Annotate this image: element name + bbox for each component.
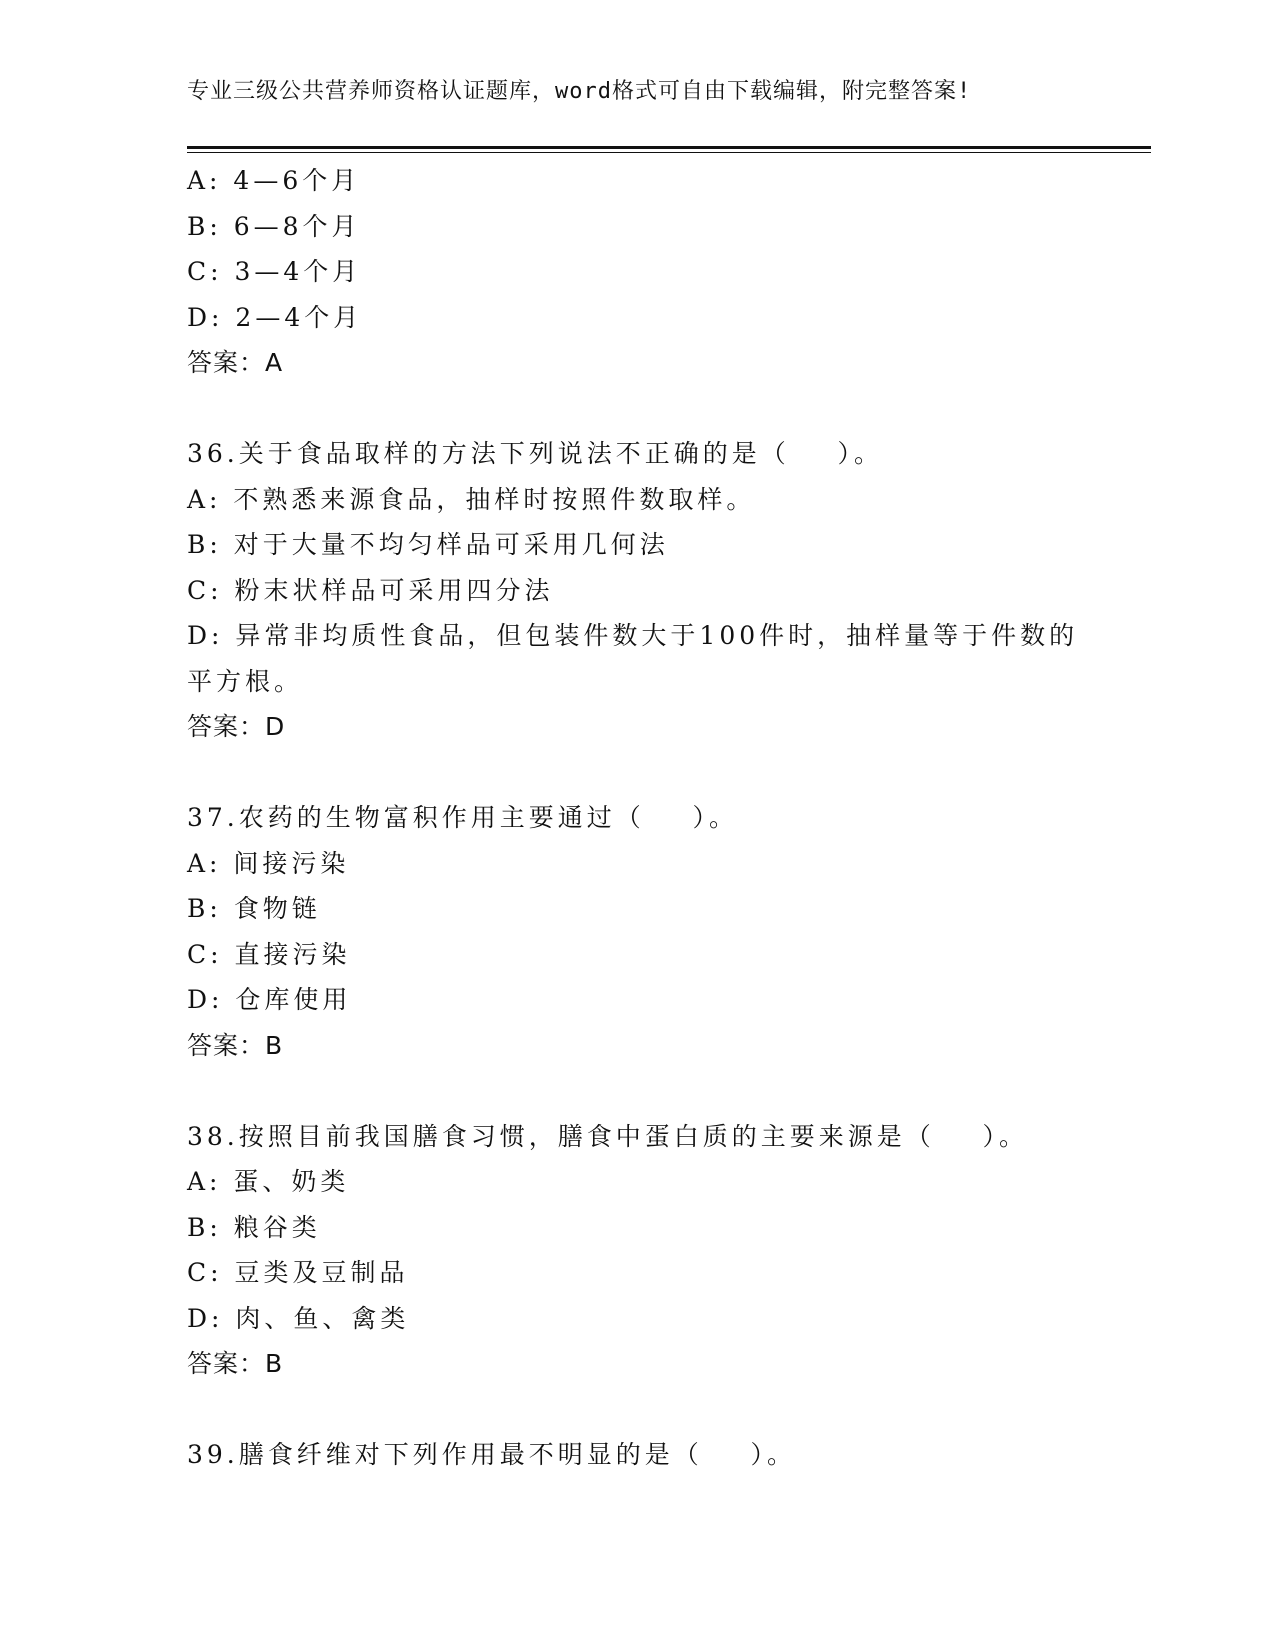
spacer [187,750,1087,796]
question-list [187,158,1087,1478]
spacer [187,386,1087,432]
option-d: D: 仓库使用 [187,985,352,1014]
question-text: 38.按照目前我国膳食习惯，膳食中蛋白质的主要来源是（ ）。 [187,1121,1029,1151]
option-d: D: 肉、鱼、禽类 [187,1303,410,1333]
question-text: 37.农药的生物富积作用主要通过（ ）。 [187,803,739,832]
question-text: 39.膳食纤维对下列作用最不明显的是（ ）。 [187,1440,797,1469]
option-c: C: 粉末状样品可采用四分法 [187,575,554,605]
spacer [187,1068,1087,1114]
option-d-continued: 平方根。 [187,666,304,696]
option-b: B: 对于大量不均匀样品可采用几何法 [187,530,669,559]
page-header: 专业三级公共营养师资格认证题库，word格式可自由下载编辑，附完整答案! [187,79,972,104]
option-a: A: 蛋、奶类 [187,1167,350,1196]
option-d: D: 2—4个月 [187,302,363,332]
option-c: C: 3—4个月 [187,257,362,286]
question-text: 36.关于食品取样的方法下列说法不正确的是（ ）。 [187,439,884,468]
answer: 答案：B [187,1030,284,1060]
answer: 答案：B [187,1349,284,1378]
spacer [187,1387,1087,1433]
answer: 答案：D [187,712,286,741]
header-rule-thin [187,152,1151,153]
option-c: C: 豆类及豆制品 [187,1258,409,1287]
option-a: A: 不熟悉来源食品，抽样时按照件数取样。 [187,484,756,514]
option-a: A: 间接污染 [187,848,350,878]
option-b: B: 6—8个月 [187,211,361,241]
option-c: C: 直接污染 [187,939,351,969]
answer: 答案：A [187,348,284,377]
option-b: B: 食物链 [187,894,321,923]
option-b: B: 粮谷类 [187,1212,321,1242]
option-a: A: 4—6个月 [187,166,361,195]
option-d: D: 异常非均质性食品，但包装件数大于100件时，抽样量等于件数的 [187,621,1079,650]
header-rule-thick [187,146,1151,149]
